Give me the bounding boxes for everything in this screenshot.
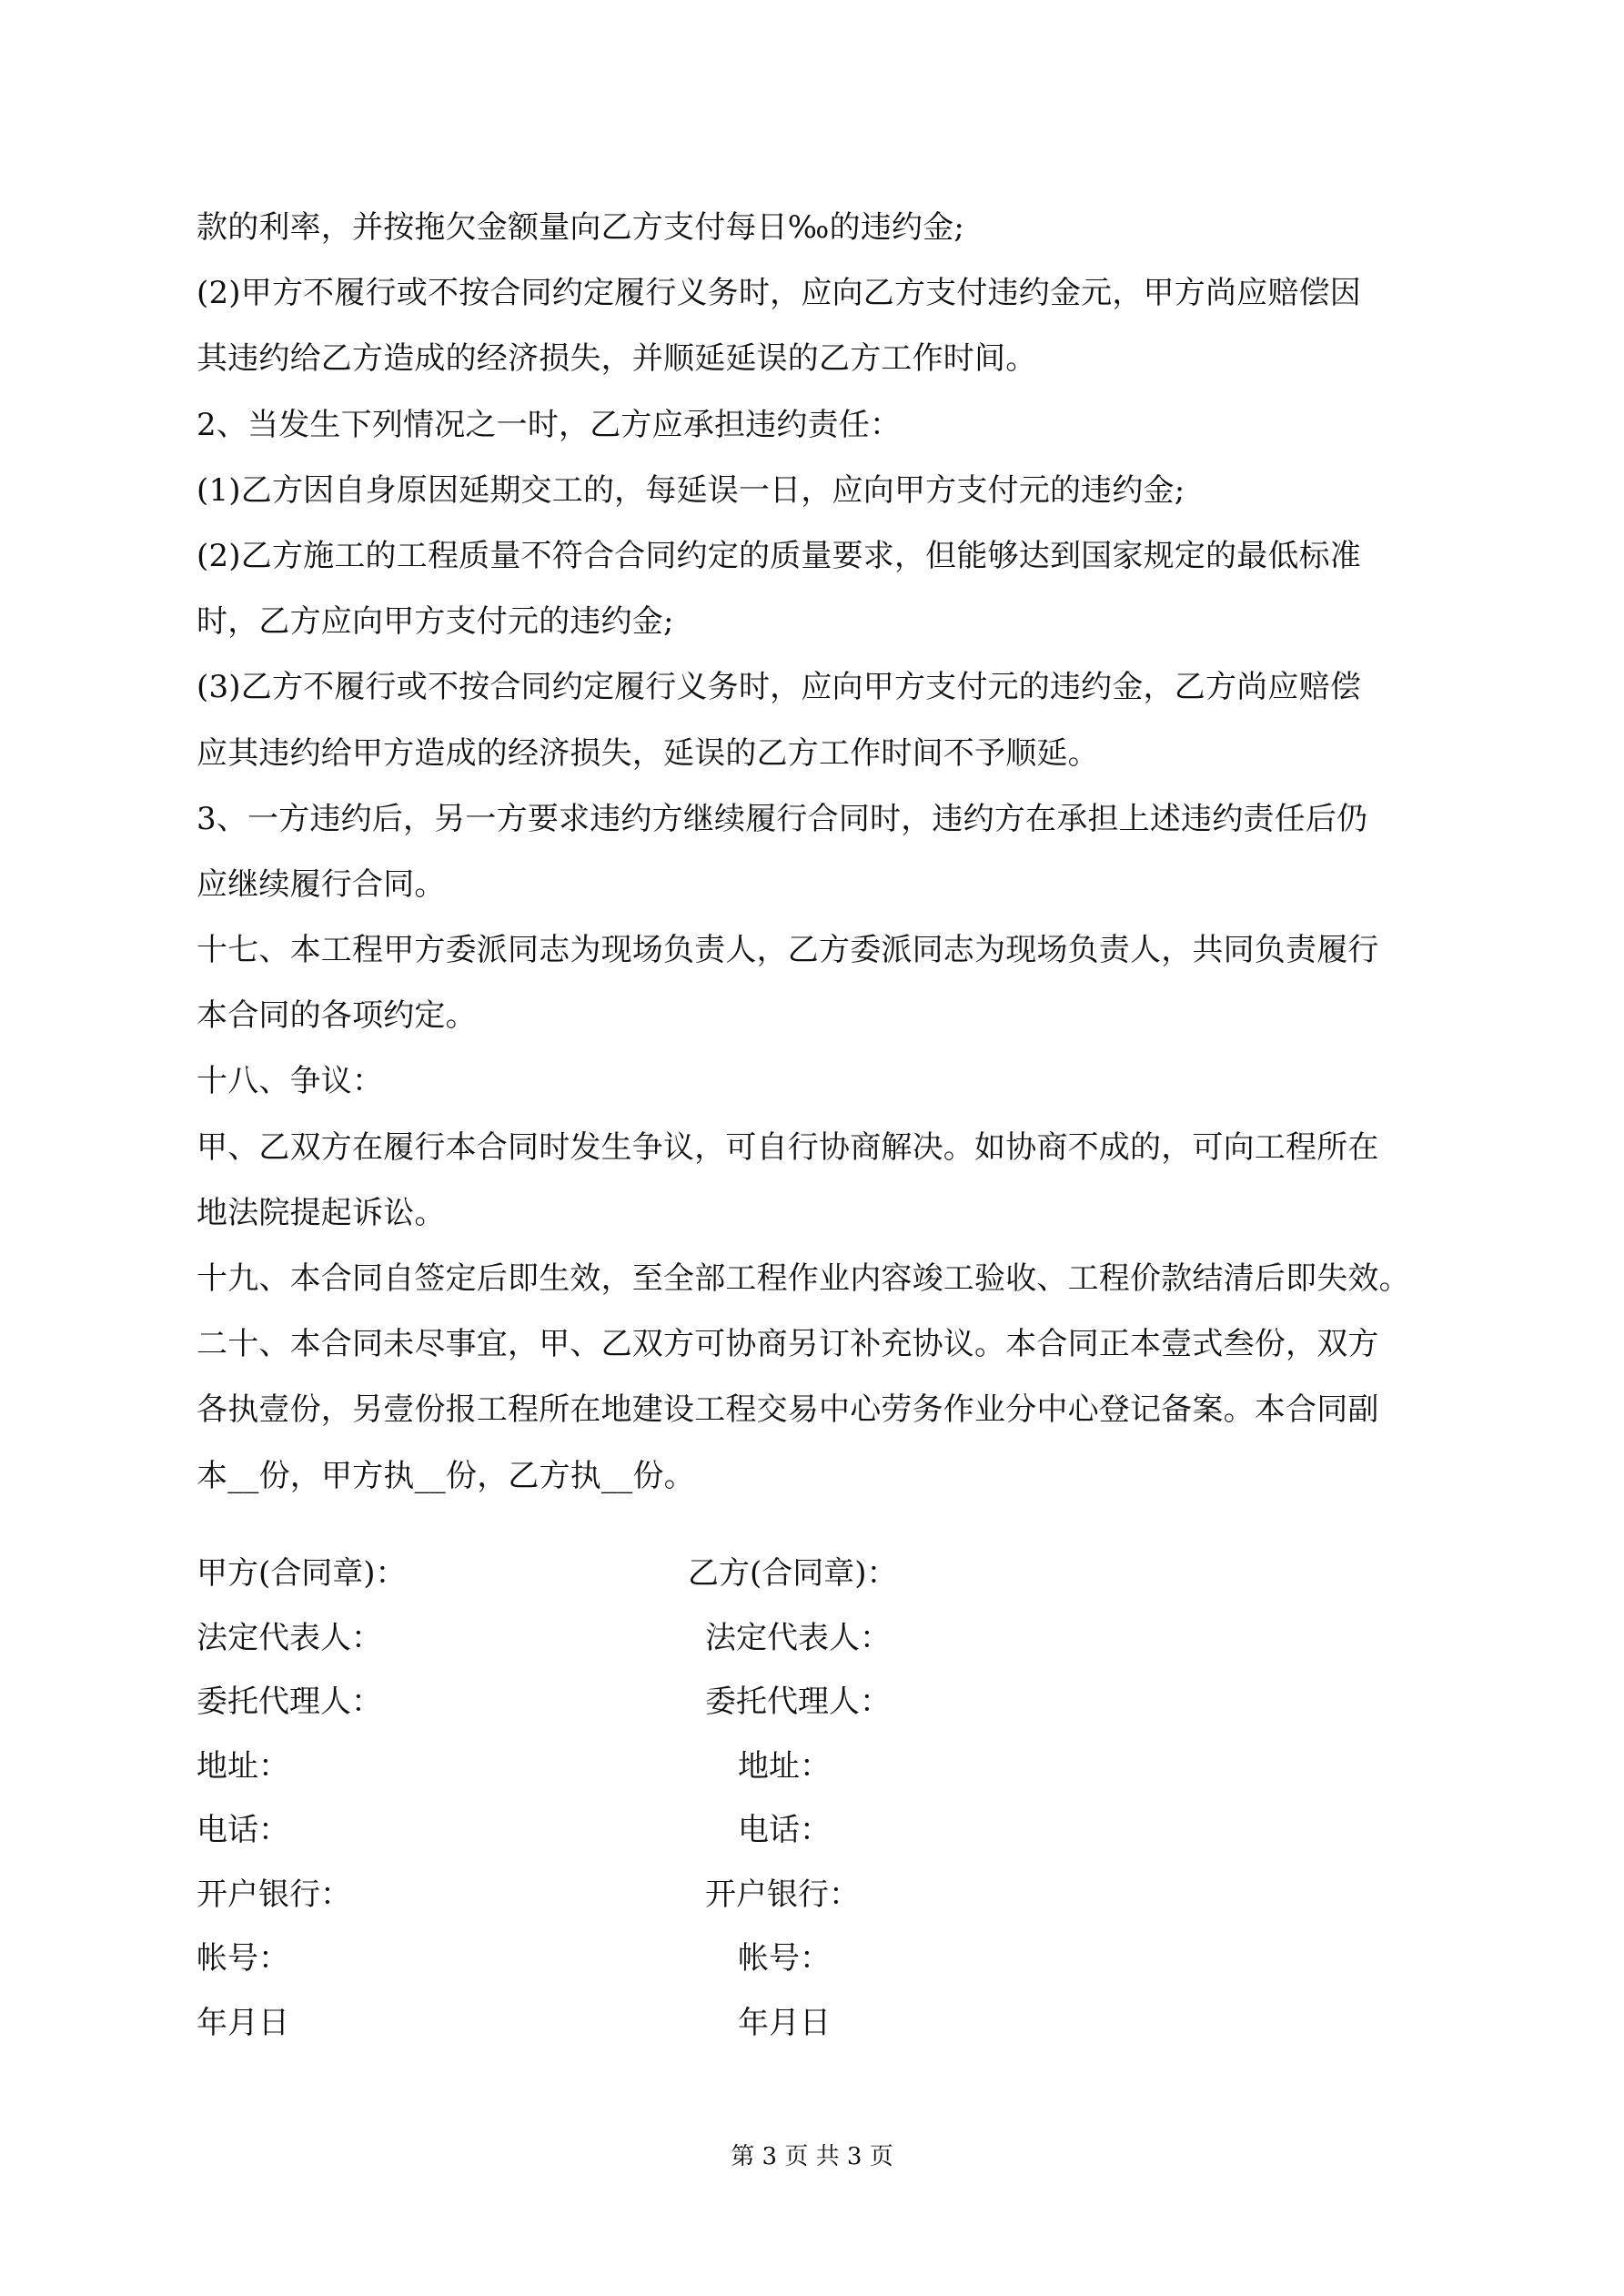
- signature-block: [197, 1542, 1434, 2055]
- party-a-legal-rep-label: 法定代表人：: [197, 1619, 382, 1656]
- paragraph-line: 其违约给乙方造成的经济损失，并顺延延误的乙方工作时间。: [197, 340, 1037, 378]
- paragraph-line: 地法院提起诉讼。: [197, 1194, 446, 1231]
- paragraph-line: 时，乙方应向甲方支付元的违约金;: [197, 603, 674, 641]
- paragraph-line: 各执壹份，另壹份报工程所在地建设工程交易中心劳务作业分中心登记备案。本合同副: [197, 1391, 1379, 1429]
- signature-row-legal-rep: [197, 1606, 1434, 1671]
- party-a-account-label: 帐号：: [197, 1940, 289, 1977]
- party-b-agent-label: 委托代理人：: [705, 1684, 891, 1720]
- party-b-legal-rep-label: 法定代表人：: [705, 1619, 891, 1656]
- contract-body: [197, 195, 1434, 1509]
- party-b-phone-label: 电话：: [738, 1812, 831, 1848]
- paragraph-line: 应继续履行合同。: [197, 865, 446, 903]
- signature-row-bank: [197, 1863, 1434, 1927]
- party-a-seal-label: 甲方(合同章)：: [197, 1555, 407, 1592]
- paragraph-line: (1)乙方因自身原因延期交工的，每延误一日，应向甲方支付元的违约金;: [197, 471, 1185, 509]
- signature-row-account: [197, 1927, 1434, 1991]
- paragraph-line: 十九、本合同自签定后即生效，至全部工程作业内容竣工验收、工程价款结清后即失效。: [197, 1260, 1410, 1297]
- party-a-phone-label: 电话：: [197, 1812, 289, 1848]
- paragraph-line: 二十、本合同未尽事宜，甲、乙双方可协商另订补充协议。本合同正本壹式叁份，双方: [197, 1326, 1379, 1363]
- signature-row-address: [197, 1735, 1434, 1799]
- paragraph-line: 2、当发生下列情况之一时，乙方应承担违约责任：: [197, 406, 902, 443]
- party-b-account-label: 帐号：: [738, 1940, 831, 1977]
- party-b-bank-label: 开户银行：: [705, 1876, 860, 1913]
- paragraph-line: 本合同的各项约定。: [197, 997, 477, 1035]
- paragraph-line: 甲、乙双方在履行本合同时发生争议，可自行协商解决。如协商不成的，可向工程所在: [197, 1128, 1379, 1166]
- party-a-date-label: 年月日: [197, 2004, 289, 2041]
- signature-row-agent: [197, 1670, 1434, 1735]
- signature-row-date: [197, 1991, 1434, 2056]
- paragraph-line: 款的利率，并按拖欠金额量向乙方支付每日‰的违约金;: [197, 209, 965, 246]
- paragraph-line: (3)乙方不履行或不按合同约定履行义务时，应向甲方支付元的违约金，乙方尚应赔偿: [197, 669, 1361, 706]
- party-a-bank-label: 开户银行：: [197, 1876, 351, 1913]
- party-b-address-label: 地址：: [738, 1747, 831, 1785]
- paragraph-line: 十七、本工程甲方委派同志为现场负责人，乙方委派同志为现场负责人，共同负责履行: [197, 932, 1379, 969]
- paragraph-line: (2)乙方施工的工程质量不符合合同约定的质量要求，但能够达到国家规定的最低标准: [197, 537, 1361, 574]
- paragraph-line: 本__份，甲方执__份，乙方执__份。: [197, 1457, 695, 1494]
- paragraph-line: 十八、争议：: [197, 1063, 384, 1100]
- party-b-date-label: 年月日: [738, 2004, 831, 2041]
- party-a-address-label: 地址：: [197, 1747, 289, 1785]
- signature-row-phone: [197, 1798, 1434, 1863]
- paragraph-line: 3、一方违约后，另一方要求违约方继续履行合同时，违约方在承担上述违约责任后仍: [197, 800, 1368, 837]
- paragraph-line: (2)甲方不履行或不按合同约定履行义务时，应向乙方支付违约金元，甲方尚应赔偿因: [197, 275, 1361, 312]
- party-b-seal-label: 乙方(合同章)：: [688, 1555, 898, 1592]
- signature-row-seal: [197, 1542, 1434, 1606]
- page-footer: 第 3 页 共 3 页: [731, 2143, 893, 2170]
- paragraph-line: 应其违约给甲方造成的经济损失，延误的乙方工作时间不予顺延。: [197, 734, 1099, 772]
- party-a-agent-label: 委托代理人：: [197, 1684, 382, 1720]
